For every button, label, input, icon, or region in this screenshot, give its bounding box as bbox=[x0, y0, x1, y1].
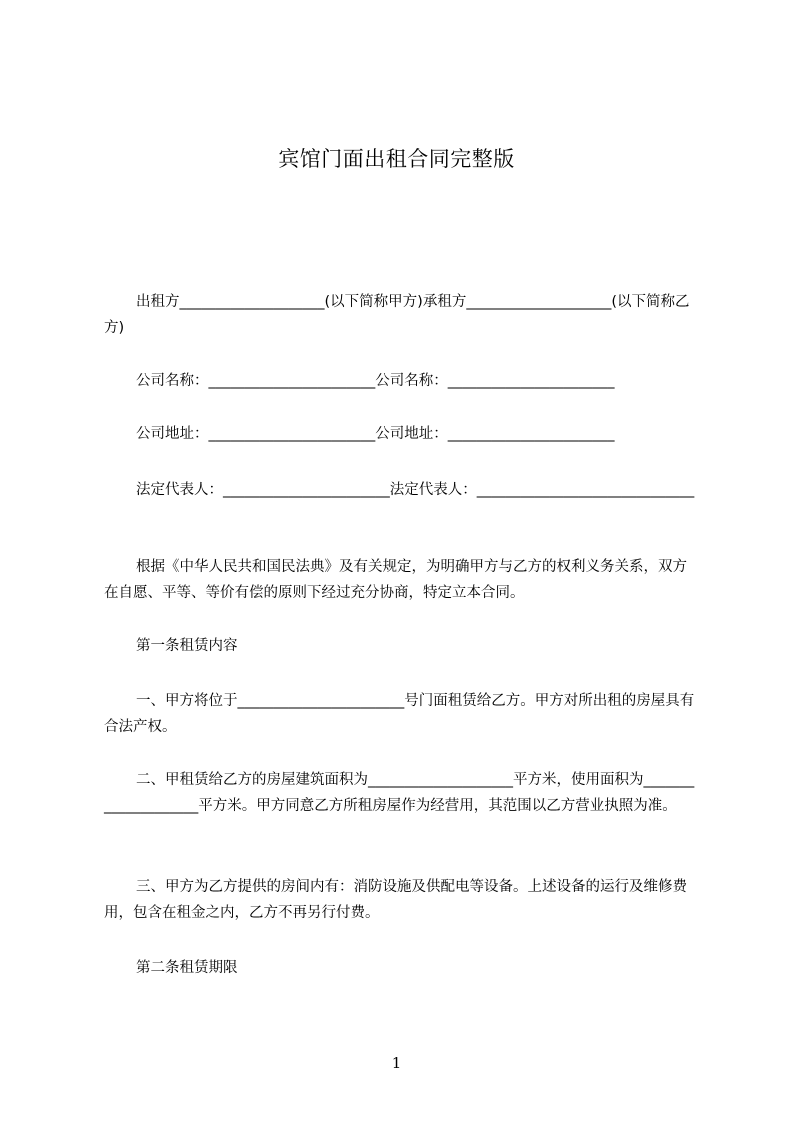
company-name-line: 公司名称：_______________________公司名称：_______________________ bbox=[136, 373, 615, 389]
article1-heading: 第一条租赁内容 bbox=[136, 638, 238, 654]
clause1-paragraph: 一、甲方将位于_______________________号门面租赁给乙方。甲方对所出租的房屋具有合法产权。 bbox=[104, 693, 695, 735]
legal-representative-line: 法定代表人：_______________________法定代表人：______________________________ bbox=[136, 482, 695, 498]
clause2-paragraph: 二、甲租赁给乙方的房屋建筑面积为____________________平方米，使用面积为____________________平方米。甲方同意乙方所租房屋作为经营用，其范围以乙方营业执照为准。 bbox=[104, 772, 695, 814]
page-number: 1 bbox=[391, 1054, 402, 1072]
clause3-paragraph: 三、甲方为乙方提供的房间内有：消防设施及供配电等设备。上述设备的运行及维修费用，包含在租金之内，乙方不再另行付费。 bbox=[104, 879, 687, 921]
preamble-paragraph: 根据《中华人民共和国民法典》及有关规定，为明确甲方与乙方的权利义务关系，双方在自愿、平等、等价有偿的原则下经过充分协商，特定立本合同。 bbox=[104, 559, 687, 601]
document-title: 宾馆门面出租合同完整版 bbox=[278, 147, 515, 171]
article2-heading: 第二条租赁期限 bbox=[136, 960, 238, 976]
parties-paragraph: 出租方____________________(以下简称甲方)承租方____________________(以下简称乙方) bbox=[104, 294, 690, 336]
company-address-line: 公司地址：_______________________公司地址：_______________________ bbox=[136, 426, 615, 442]
